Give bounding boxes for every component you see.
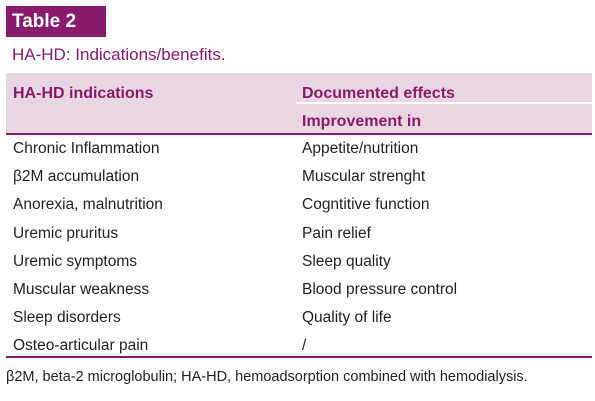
effect-cell: / xyxy=(302,337,307,355)
table-row xyxy=(6,304,592,332)
indication-cell: Uremic symptoms xyxy=(13,252,138,270)
effect-cell: Appetite/nutrition xyxy=(302,140,419,157)
table-row xyxy=(6,276,592,304)
effect-cell: Pain relief xyxy=(302,224,371,242)
indication-cell: β2M accumulation xyxy=(13,168,140,186)
table-row xyxy=(6,332,592,360)
header-documented-effects: Documented effects xyxy=(302,85,455,102)
table-row xyxy=(6,248,592,276)
effect-cell: Sleep quality xyxy=(302,252,391,270)
table-body xyxy=(6,135,592,361)
indication-cell: Uremic pruritus xyxy=(13,224,119,242)
table-caption: HA-HD: Indications/benefits. xyxy=(12,45,226,64)
table-number-label: Table 2 xyxy=(6,6,106,37)
effect-cell: Muscular strenght xyxy=(302,168,426,186)
table-footnote: β2M, beta-2 microglobulin; HA-HD, hemoadsorption combined with hemodialysis. xyxy=(6,369,528,385)
effect-cell: Cogntitive function xyxy=(302,196,430,214)
indication-cell: Anorexia, malnutrition xyxy=(13,196,163,214)
header-indications: HA-HD indications xyxy=(13,85,154,102)
table-row xyxy=(6,191,592,219)
table-row xyxy=(6,135,592,163)
table-row xyxy=(6,220,592,248)
header-divider xyxy=(296,102,592,104)
indication-cell: Muscular weakness xyxy=(13,280,150,298)
header-improvement-in: Improvement in xyxy=(302,113,422,130)
table-row xyxy=(6,163,592,191)
indication-cell: Chronic Inflammation xyxy=(13,140,160,157)
effect-cell: Quality of life xyxy=(302,309,392,327)
effect-cell: Blood pressure control xyxy=(302,280,458,298)
table-container xyxy=(6,6,592,358)
indication-cell: Sleep disorders xyxy=(13,309,121,327)
indication-cell: Osteo-articular pain xyxy=(13,337,149,355)
table-header xyxy=(6,73,592,133)
